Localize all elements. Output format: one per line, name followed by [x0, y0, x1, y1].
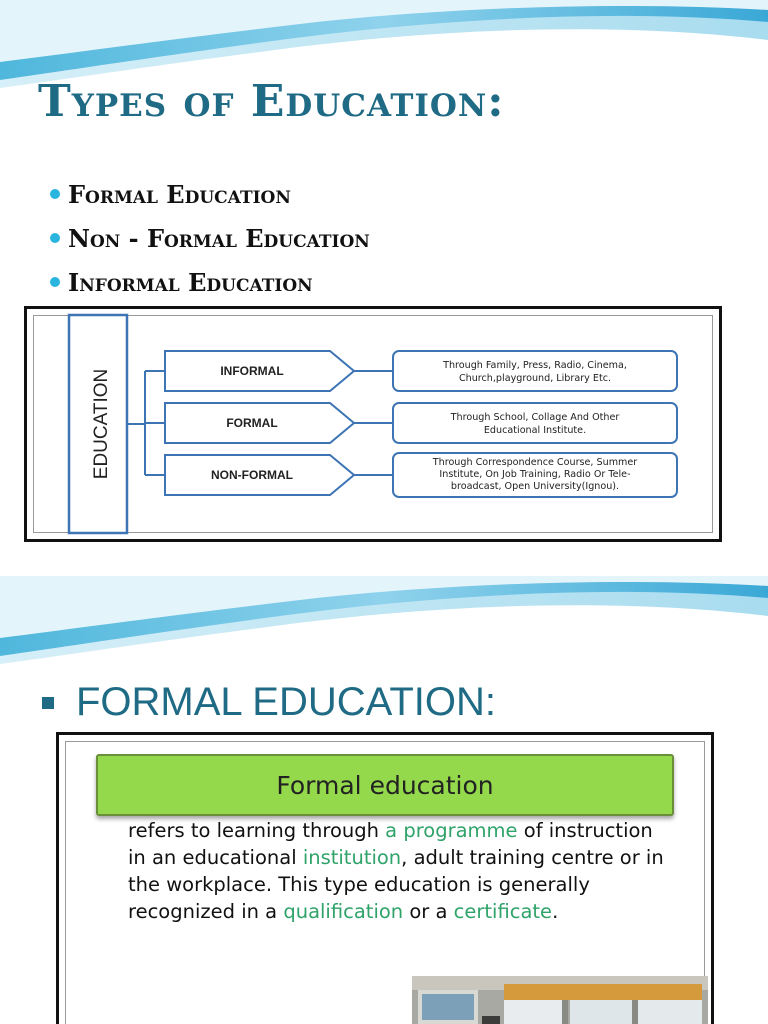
highlight-term: certificate	[453, 900, 553, 923]
bullet-dot-icon	[50, 189, 60, 199]
slide-formal-education	[0, 576, 768, 1024]
list-item	[50, 172, 370, 216]
list-item-label: Informal Education	[68, 267, 313, 297]
education-types-list	[50, 172, 370, 304]
formal-education-card	[56, 732, 714, 1024]
paragraph-text: refers to learning through	[128, 819, 386, 842]
diagram-detail-text: Through Family, Press, Radio, Cinema,	[443, 360, 627, 371]
diagram-detail-box	[393, 351, 677, 391]
classroom-photo	[412, 976, 708, 1024]
list-item	[50, 216, 370, 260]
diagram-detail-text: broadcast, Open University(Ignou).	[450, 481, 620, 492]
diagram-detail-box	[393, 403, 677, 443]
highlight-term: qualification	[283, 900, 404, 923]
diagram-detail-text: Through Correspondence Course, Summer	[432, 457, 638, 468]
card-title-box	[96, 754, 674, 816]
definition-paragraph	[128, 817, 668, 925]
diagram-connector	[127, 371, 165, 475]
bullet-square-icon	[42, 697, 54, 709]
slide-title: Types of Education:	[38, 76, 505, 127]
diagram-branch-label: NON-FORMAL	[211, 468, 293, 482]
highlight-term: institution	[302, 846, 402, 869]
paragraph-text: .	[552, 900, 559, 923]
paragraph-text: or a	[403, 900, 454, 923]
header-wave-decoration	[0, 576, 768, 666]
diagram-branch-label: FORMAL	[226, 416, 278, 430]
diagram-branch-label: INFORMAL	[220, 364, 284, 378]
list-item	[50, 260, 370, 304]
paragraph-text: of instruction in an educational	[128, 819, 653, 869]
diagram-root-label: EDUCATION	[91, 368, 112, 480]
diagram-detail-text: Institute, On Job Training, Radio Or Tele-	[439, 469, 631, 480]
paragraph-text: , adult training centre or in the workplace. This type education is generally recognized in a	[128, 846, 664, 923]
diagram-detail-text: Through School, Collage And Other	[450, 412, 620, 423]
slide-title: FORMAL EDUCATION:	[76, 680, 497, 724]
highlight-term: a programme	[385, 819, 518, 842]
bullet-dot-icon	[50, 277, 60, 287]
list-item-label: Formal Education	[68, 179, 291, 209]
bullet-dot-icon	[50, 233, 60, 243]
education-diagram-svg	[27, 309, 719, 539]
diagram-connector	[354, 371, 393, 475]
list-item-label: Non - Formal Education	[68, 223, 370, 253]
diagram-detail-text: Church,playground, Library Etc.	[458, 373, 612, 384]
slide-title-row	[42, 680, 496, 725]
card-title: Formal education	[276, 770, 494, 800]
diagram-detail-text: Educational Institute.	[483, 425, 587, 436]
education-diagram	[24, 306, 722, 542]
